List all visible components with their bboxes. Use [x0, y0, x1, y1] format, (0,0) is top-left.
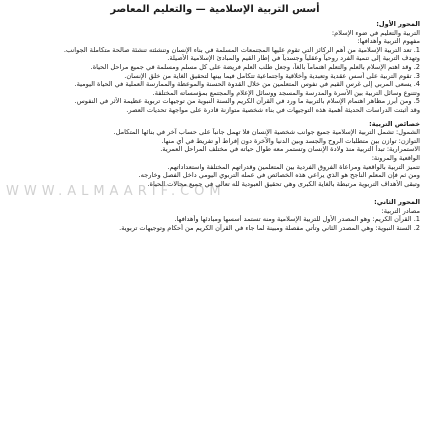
paragraph-line: ومن ثم فإن المعلم الناجح هو الذي يراعي هذه الخصائص في عمله التربوي اليومي داخل الفصل وخارجه. — [138, 171, 420, 180]
paragraph-line: 5. ومن أبرز مظاهر اهتمام الإسلام بالتربية ما ورد في القرآن الكريم والسنة النبوية من توجيهات تربوية عظيمة الأثر في النفوس. — [74, 97, 420, 106]
paragraph-line: وتتنوع وسائل التربية بين الأسرة والمدرسة والمسجد ووسائل الإعلام والمجتمع بمؤسساته المختلفة. — [152, 88, 420, 97]
paragraph-line: 4. يسعى المربي إلى غرس القيم في نفوس المتعلمين من خلال القدوة الحسنة والموعظة والممارسة العملية في الحياة اليومية. — [74, 80, 420, 89]
paragraph-line: 2. السنة النبوية: وهي المصدر الثاني وتأتي مفصلة ومبينة لما جاء في القرآن الكريم من أحكام وتوجيهات تربوية. — [119, 224, 420, 233]
paragraph-line: وتبقى الأهداف التربوية مرتبطة بالغاية الكبرى وهي تحقيق العبودية لله تعالى في جميع مجالات الحياة. — [147, 179, 420, 188]
paragraph-line: الواقعية والمرونة: — [371, 153, 420, 162]
document-title: أسس التربية الإسلامية — والتعليم المعاصر — [110, 4, 320, 15]
paragraph-line: 3. تقوم التربية على أسس عقدية وتعبدية وأخلاقية واجتماعية تتكامل فيما بينها لتحقيق الغاية من خلق الإنسان. — [124, 71, 420, 80]
section-1-subheading: التربية والتعليم في ضوء الإسلام: — [331, 28, 420, 37]
paragraph-line: 1. تعد التربية الإسلامية من أهم الركائز التي تقوم عليها المجتمعات المسلمة في بناء الإنسان وتنشئته تنشئة صالحة متكاملة الجوانب. — [63, 45, 420, 54]
paragraph-line: الشمول: تشمل التربية الإسلامية جميع جوانب شخصية الإنسان فلا تهمل جانباً على حساب آخر في بنائها المتكامل. — [113, 128, 420, 137]
document-body — [8, 20, 420, 233]
paragraph-line: وقد أثبتت الدراسات الحديثة أهمية هذه التوجيهات في بناء شخصية متوازنة قادرة على مواجهة تحديات العصر. — [126, 105, 420, 114]
paragraph-line: 1. القرآن الكريم: وهو المصدر الأول للتربية الإسلامية ومنه تستمد أسسها ومبادئها وأهدافها. — [174, 215, 420, 224]
paragraph-line: الاستمرارية: تبدأ التربية منذ ولادة الإنسان وتستمر معه طوال حياته في مختلف المراحل العمرية. — [160, 145, 420, 154]
section-2-heading: المحور الثاني: — [374, 198, 420, 207]
section-2-subheading: مصادر التربية: — [381, 206, 420, 215]
paragraph-line: التوازن: توازن بين متطلبات الروح والجسد وبين الدنيا والآخرة دون إفراط أو تفريط في أي منها. — [161, 136, 420, 145]
watermark: WWW.ALMAARIF.COM — [6, 184, 226, 199]
paragraph-line: وتهدف التربية إلى تنمية الفرد روحياً وعقلياً وجسدياً في إطار القيم والمبادئ الإسلامية الأصيلة. — [167, 54, 420, 63]
section-1-heading: المحور الأول: — [376, 20, 420, 28]
section-1-subheading-2: خصائص التربية: — [369, 119, 420, 128]
section-1-subheading-b: مفهوم التربية وأهدافها: — [357, 37, 420, 46]
paragraph-line: 2. وقد اهتم الإسلام بالعلم والتعلم اهتماماً بالغاً، وجعل طلب العلم فريضة على كل مسلم ومسلمة في جميع مراحل الحياة. — [90, 62, 420, 71]
paragraph-line: تتميز التربية بالواقعية ومراعاة الفروق الفردية بين المتعلمين وقدراتهم المختلفة واستعداداتهم. — [167, 162, 420, 171]
